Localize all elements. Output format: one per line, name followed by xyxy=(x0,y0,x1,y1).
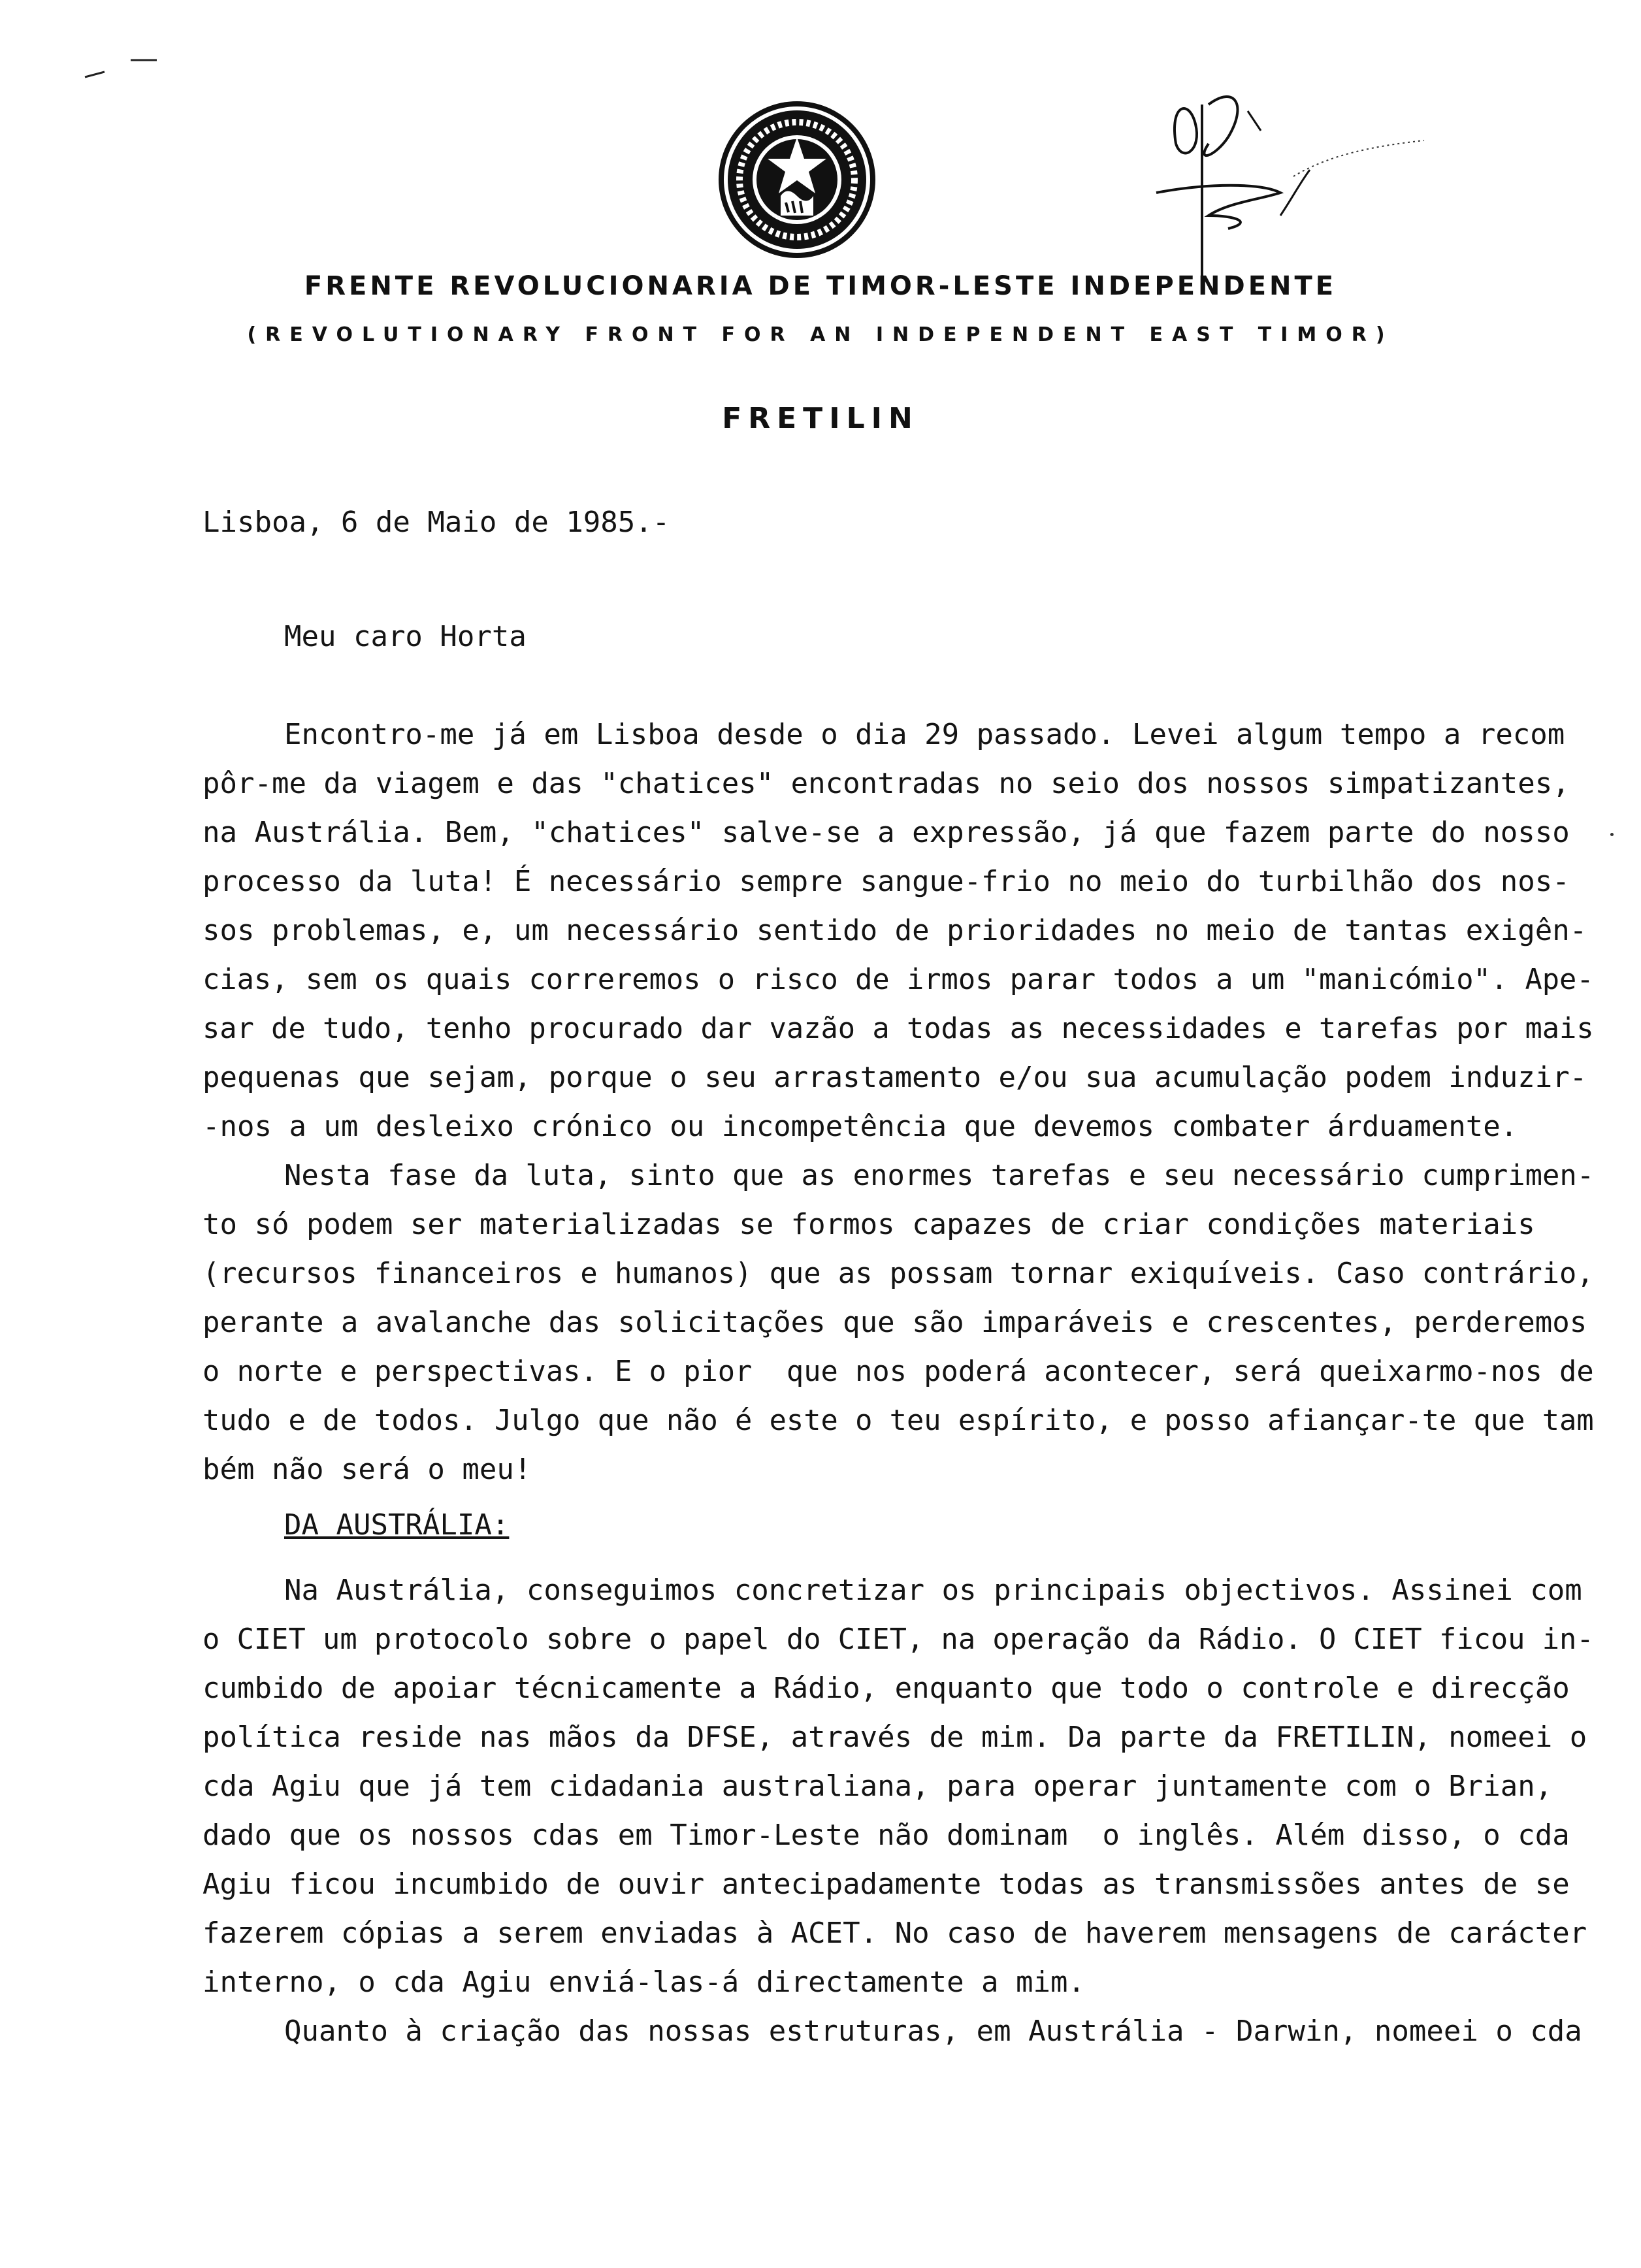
paragraph-line: -nos a um desleixo crónico ou incompetência que devemos combater árduamente. xyxy=(203,1110,1518,1143)
paragraph-line: Quanto à criação das nossas estruturas, em Austrália - Darwin, nomeei o cda xyxy=(284,2015,1582,2048)
paragraph-line: pôr-me da viagem e das "chatices" encontradas no seio dos nossos simpatizantes, xyxy=(203,767,1570,800)
paragraph-line: Encontro-me já em Lisboa desde o dia 29 passado. Levei algum tempo a recom xyxy=(284,718,1565,751)
paragraph-line: política reside nas mãos da DFSE, através de mim. Da parte da FRETILIN, nomeei o xyxy=(203,1721,1587,1754)
paragraph-line: tudo e de todos. Julgo que não é este o teu espírito, e posso afiançar-te que tam xyxy=(203,1404,1594,1437)
organization-name: FRENTE REVOLUCIONARIA DE TIMOR-LESTE INDEPENDENTE xyxy=(304,271,1337,301)
paragraph-line: cias, sem os quais correremos o risco de irmos parar todos a um "manicómio". Ape- xyxy=(203,963,1594,996)
letter-date: Lisboa, 6 de Maio de 1985.- xyxy=(203,506,670,539)
paragraph-line: o CIET um protocolo sobre o papel do CIET, na operação da Rádio. O CIET ficou in- xyxy=(203,1623,1594,1656)
handwritten-signature xyxy=(1130,85,1470,294)
paragraph-line: sar de tudo, tenho procurado dar vazão a todas as necessidades e tarefas por mais xyxy=(203,1012,1594,1045)
fretilin-seal-logo xyxy=(715,98,879,261)
paragraph-line: na Austrália. Bem, "chatices" salve-se a expressão, já que fazem parte do nosso xyxy=(203,816,1570,849)
organization-abbreviation: FRETILIN xyxy=(722,402,919,435)
paragraph-line: Na Austrália, conseguimos concretizar os principais objectivos. Assinei com xyxy=(284,1574,1582,1607)
paragraph-line: fazerem cópias a serem enviadas à ACET. No caso de haverem mensagens de carácter xyxy=(203,1917,1587,1950)
paragraph-line: bém não será o meu! xyxy=(203,1453,532,1486)
paragraph-line: perante a avalanche das solicitações que são imparáveis e crescentes, perderemos xyxy=(203,1306,1587,1339)
paragraph-line: pequenas que sejam, porque o seu arrastamento e/ou sua acumulação podem induzir- xyxy=(203,1061,1587,1094)
paragraph-line: Agiu ficou incumbido de ouvir antecipadamente todas as transmissões antes de se xyxy=(203,1868,1570,1901)
margin-scribble xyxy=(39,26,170,105)
paragraph-line: dado que os nossos cdas em Timor-Leste não dominam o inglês. Além disso, o cda xyxy=(203,1819,1570,1852)
paragraph-line: Nesta fase da luta, sinto que as enormes tarefas e seu necessário cumprimen- xyxy=(284,1159,1595,1192)
salutation: Meu caro Horta xyxy=(284,620,527,653)
paragraph-line: interno, o cda Agiu enviá-las-á directamente a mim. xyxy=(203,1966,1086,1999)
section-heading: DA AUSTRÁLIA: xyxy=(284,1508,510,1542)
organization-name-english: (REVOLUTIONARY FRONT FOR AN INDEPENDENT EAST TIMOR) xyxy=(247,323,1394,346)
paragraph-line: (recursos financeiros e humanos) que as possam tornar exiquíveis. Caso contrário, xyxy=(203,1257,1594,1290)
margin-mark xyxy=(1610,833,1614,836)
paragraph-line: to só podem ser materializadas se formos capazes de criar condições materiais xyxy=(203,1208,1535,1241)
paragraph-line: cda Agiu que já tem cidadania australiana, para operar juntamente com o Brian, xyxy=(203,1770,1553,1803)
paragraph-line: processo da luta! É necessário sempre sangue-frio no meio do turbilhão dos nos- xyxy=(203,865,1570,898)
paragraph-line: cumbido de apoiar técnicamente a Rádio, enquanto que todo o controle e direcção xyxy=(203,1672,1570,1705)
paragraph-line: sos problemas, e, um necessário sentido de prioridades no meio de tantas exigên- xyxy=(203,914,1587,947)
paragraph-line: o norte e perspectivas. E o pior que nos poderá acontecer, será queixarmo-nos de xyxy=(203,1355,1594,1388)
